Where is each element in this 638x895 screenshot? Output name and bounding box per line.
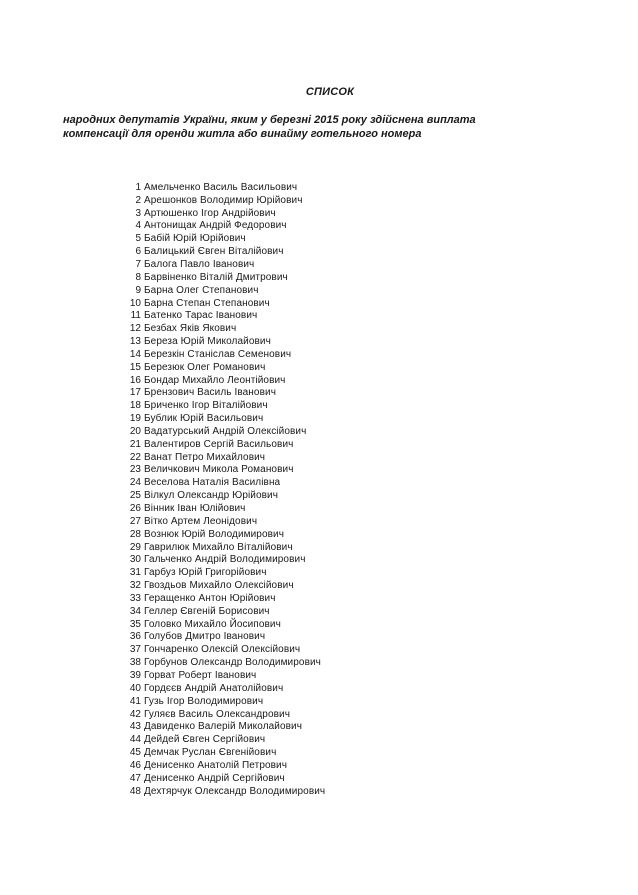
list-item-number: 20	[129, 425, 141, 437]
list-item-name: Гончаренко Олексій Олексійович	[144, 644, 301, 656]
list-item-number: 35	[129, 618, 141, 630]
list-item-name: Вілкул Олександр Юрійович	[144, 490, 279, 502]
list-item-name: Безбах Яків Якович	[144, 323, 237, 335]
list-item-name: Бондар Михайло Леонтійович	[144, 374, 286, 386]
list-item-name: Бабій Юрій Юрійович	[144, 233, 246, 245]
list-item	[116, 232, 476, 245]
list-item-name: Березкін Станіслав Семенович	[144, 348, 292, 360]
list-item	[116, 528, 476, 541]
list-item-number: 25	[129, 490, 141, 502]
list-item	[116, 733, 476, 746]
list-item-number: 5	[135, 233, 141, 245]
list-item-number: 47	[129, 772, 141, 784]
list-item-number: 18	[129, 400, 141, 412]
list-item-name: Брензович Василь Іванович	[144, 387, 277, 399]
list-item	[116, 194, 476, 207]
subtitle-line: народних депутатів України, яким у березні 2015 року здійснена виплата	[63, 114, 476, 126]
list-item-number: 32	[129, 580, 141, 592]
list-item	[116, 387, 476, 400]
list-item-name: Бублик Юрій Васильович	[144, 413, 264, 425]
list-item-name: Веселова Наталія Василівна	[144, 477, 281, 489]
list-item	[116, 271, 476, 284]
list-item-name: Гальченко Андрій Володимирович	[144, 554, 306, 566]
list-item-name: Давиденко Валерій Миколайович	[144, 721, 303, 733]
list-item-name: Балога Павло Іванович	[144, 258, 255, 270]
list-item	[116, 631, 476, 644]
list-item-number: 10	[129, 297, 141, 309]
list-item-name: Барна Степан Степанович	[144, 297, 270, 309]
list-item-number: 14	[129, 348, 141, 360]
list-item-name: Вінник Іван Юлійович	[144, 503, 246, 515]
list-item-number: 34	[129, 605, 141, 617]
list-item-name: Валентиров Сергій Васильович	[144, 438, 294, 450]
list-item	[116, 181, 476, 194]
list-item-name: Балицький Євген Віталійович	[144, 246, 284, 258]
list-item-name: Артюшенко Ігор Андрійович	[144, 207, 276, 219]
list-item	[116, 220, 476, 233]
list-item	[116, 399, 476, 412]
list-item	[116, 592, 476, 605]
list-item	[116, 489, 476, 502]
list-item-name: Геллер Євгеній Борисович	[144, 605, 270, 617]
list-item-name: Антонищак Андрій Федорович	[144, 220, 287, 232]
list-item-number: 13	[129, 336, 141, 348]
list-item-number: 3	[135, 207, 141, 219]
list-item-number: 42	[129, 708, 141, 720]
list-item-number: 41	[129, 695, 141, 707]
list-item-name: Бриченко Ігор Віталійович	[144, 400, 268, 412]
list-item-number: 2	[135, 194, 141, 206]
list-item-name: Голубов Дмитро Іванович	[144, 631, 266, 643]
list-item-number: 29	[129, 541, 141, 553]
list-item	[116, 451, 476, 464]
document-title: СПИСОК	[305, 86, 355, 98]
list-item-name: Гвоздьов Михайло Олексійович	[144, 580, 294, 592]
list-item-name: Гордєєв Андрій Анатолійович	[144, 682, 284, 694]
subtitle-line: компенсації для оренди житла або винайму готельного номера	[63, 128, 422, 140]
list-item	[116, 374, 476, 387]
list-item-name: Денисенко Андрій Сергійович	[144, 772, 285, 784]
list-item	[116, 785, 476, 798]
list-item-name: Вознюк Юрій Володимирович	[144, 528, 285, 540]
list-item	[116, 515, 476, 528]
list-item-name: Вадатурський Андрій Олексійович	[144, 425, 307, 437]
list-item	[116, 322, 476, 335]
list-item-number: 37	[129, 644, 141, 656]
list-item-name: Дейдей Євген Сергійович	[144, 734, 266, 746]
list-item-number: 31	[129, 567, 141, 579]
list-item	[116, 284, 476, 297]
list-item-number: 6	[135, 246, 141, 258]
list-item	[116, 720, 476, 733]
list-item-number: 1	[135, 181, 141, 193]
list-item-number: 30	[129, 554, 141, 566]
list-item	[116, 438, 476, 451]
list-item	[116, 476, 476, 489]
list-item-number: 27	[129, 515, 141, 527]
list-item	[116, 695, 476, 708]
list-item	[116, 772, 476, 785]
list-item-name: Вітко Артем Леонідович	[144, 515, 258, 527]
list-item-name: Горват Роберт Іванович	[144, 669, 257, 681]
list-item-name: Гаврилюк Михайло Віталійович	[144, 541, 293, 553]
list-item-name: Геращенко Антон Юрійович	[144, 592, 276, 604]
document-subtitle	[63, 113, 503, 141]
list-item	[116, 297, 476, 310]
list-item-number: 40	[129, 682, 141, 694]
list-item-name: Барвіненко Віталій Дмитрович	[144, 271, 288, 283]
list-item	[116, 605, 476, 618]
list-item-number: 24	[129, 477, 141, 489]
list-item	[116, 425, 476, 438]
list-item	[116, 553, 476, 566]
list-item-name: Гарбуз Юрій Григорійович	[144, 567, 267, 579]
list-item	[116, 618, 476, 631]
list-item-number: 11	[130, 310, 141, 322]
list-item-number: 48	[129, 785, 141, 797]
list-item	[116, 759, 476, 772]
list-item	[116, 245, 476, 258]
list-item-name: Денисенко Анатолій Петрович	[144, 759, 288, 771]
list-item-name: Гуляєв Василь Олександрович	[144, 708, 291, 720]
list-item-name: Арешонков Володимир Юрійович	[144, 194, 303, 206]
list-item-number: 26	[129, 503, 141, 515]
list-item	[116, 643, 476, 656]
list-item	[116, 412, 476, 425]
list-item-number: 38	[129, 657, 141, 669]
list-item-number: 36	[129, 631, 141, 643]
list-item-number: 16	[129, 374, 141, 386]
list-item-number: 8	[135, 271, 141, 283]
list-item-number: 12	[129, 323, 141, 335]
list-item	[116, 708, 476, 721]
list-item-number: 19	[129, 413, 141, 425]
list-item-name: Березюк Олег Романович	[144, 361, 266, 373]
list-item	[116, 566, 476, 579]
list-item-number: 17	[129, 387, 141, 399]
list-item-name: Батенко Тарас Іванович	[144, 310, 258, 322]
list-item-name: Барна Олег Степанович	[144, 284, 259, 296]
list-item-number: 23	[129, 464, 141, 476]
list-item-name: Гузь Ігор Володимирович	[144, 695, 264, 707]
list-item	[116, 258, 476, 271]
list-item-number: 46	[129, 759, 141, 771]
list-item-number: 22	[129, 451, 141, 463]
list-item-name: Дехтярчук Олександр Володимирович	[144, 785, 326, 797]
list-item-name: Амельченко Василь Васильович	[144, 181, 298, 193]
list-item	[116, 579, 476, 592]
list-item-name: Демчак Руслан Євгенійович	[144, 747, 277, 759]
list-item-number: 15	[129, 361, 141, 373]
list-item	[116, 348, 476, 361]
list-item	[116, 361, 476, 374]
list-item	[116, 541, 476, 554]
list-item-name: Ванат Петро Михайлович	[144, 451, 266, 463]
list-item-name: Головко Михайло Йосипович	[144, 618, 281, 630]
list-item-number: 21	[129, 438, 141, 450]
list-item-number: 39	[129, 669, 141, 681]
list-item-name: Величкович Микола Романович	[144, 464, 294, 476]
list-item	[116, 309, 476, 322]
list-item-number: 9	[135, 284, 141, 296]
list-item-number: 44	[129, 734, 141, 746]
list-item-name: Береза Юрій Миколайович	[144, 336, 271, 348]
list-item	[116, 464, 476, 477]
list-item	[116, 656, 476, 669]
list-item-number: 43	[129, 721, 141, 733]
deputy-list	[116, 181, 476, 798]
list-item-number: 4	[135, 220, 141, 232]
list-item-number: 45	[129, 747, 141, 759]
list-item	[116, 207, 476, 220]
list-item-number: 33	[129, 592, 141, 604]
list-item	[116, 682, 476, 695]
list-item-number: 7	[135, 258, 141, 270]
list-item	[116, 335, 476, 348]
list-item	[116, 502, 476, 515]
list-item	[116, 669, 476, 682]
list-item-number: 28	[129, 528, 141, 540]
list-item-name: Горбунов Олександр Володимирович	[144, 657, 321, 669]
list-item	[116, 746, 476, 759]
